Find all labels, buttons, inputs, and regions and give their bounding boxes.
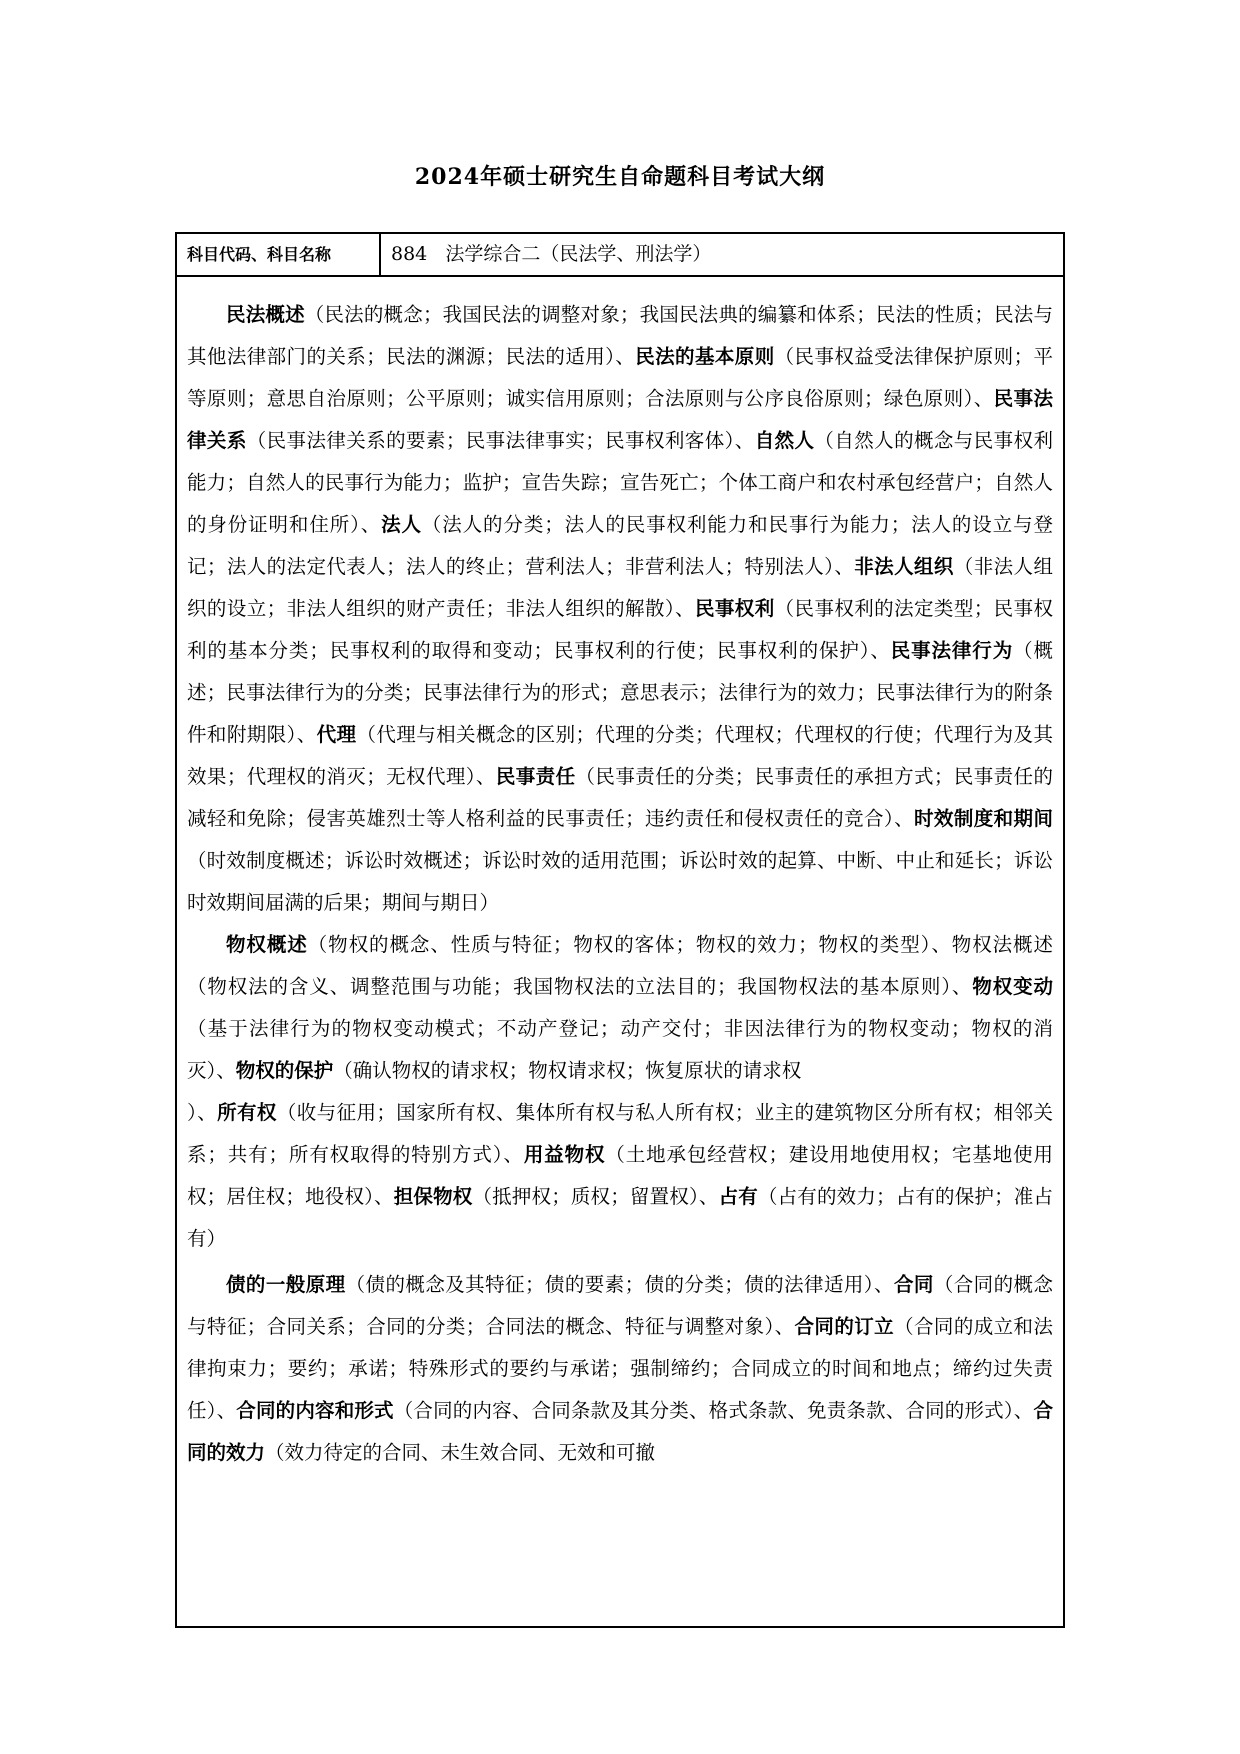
section-text: ）、 <box>187 1101 218 1124</box>
section-heading: 担保物权 <box>393 1185 473 1208</box>
section-text: （概述；民事法律行为的分类；民事法律行为的形式；意思表示；法律行为的效力；民事法律行为的附条件和附期限）、 <box>187 639 1053 746</box>
section-text: （抵押权；质权；留置权）、 <box>472 1185 719 1208</box>
paragraph-property-law <box>187 924 1053 1092</box>
subject-label: 科目代码、科目名称 <box>177 234 381 275</box>
section-text: （民事责任的分类；民事责任的承担方式；民事责任的减轻和免除；侵害英雄烈士等人格利益的民事责任；违约责任和侵权责任的竞合）、 <box>187 765 1053 830</box>
section-heading: 代理 <box>316 723 357 746</box>
section-heading: 时效制度和期间 <box>914 807 1053 830</box>
section-text: （民事权利的法定类型；民事权利的基本分类；民事权利的取得和变动；民事权利的行使；民事权利的保护）、 <box>187 597 1053 662</box>
section-text: （民事法律关系的要素；民事法律事实；民事权利客体）、 <box>246 429 755 452</box>
subject-header-row <box>177 234 1063 277</box>
section-heading: 占有 <box>718 1185 758 1208</box>
section-text: （合同的内容、合同条款及其分类、格式条款、免责条款、合同的形式）、 <box>393 1399 1034 1422</box>
subject-value <box>381 234 711 275</box>
section-text: （非法人组织的设立；非法人组织的财产责任；非法人组织的解散）、 <box>187 555 1053 620</box>
paragraph-ownership <box>187 1092 1053 1260</box>
section-text: （合同的概念与特征；合同关系；合同的分类；合同法的概念、特征与调整对象）、 <box>187 1273 1053 1338</box>
subject-code: 884 <box>391 243 428 265</box>
section-heading: 合同的效力 <box>187 1399 1053 1464</box>
section-text: （占有的效力；占有的保护；准占有） <box>187 1185 1053 1250</box>
section-text: （确认物权的请求权；物权请求权；恢复原状的请求权 <box>333 1059 802 1082</box>
section-heading: 民事权利 <box>694 597 775 620</box>
section-heading: 物权的保护 <box>235 1059 334 1082</box>
section-text: （物权的概念、性质与特征；物权的客体；物权的效力；物权的类型）、物权法概述（物权法的含义、调整范围与功能；我国物权法的立法目的；我国物权法的基本原则）、 <box>187 933 1053 998</box>
paragraph-obligations-contracts <box>187 1264 1053 1474</box>
section-text: （基于法律行为的物权变动模式；不动产登记；动产交付；非因法律行为的物权变动；物权的消灭）、 <box>187 1017 1053 1082</box>
section-heading: 民事法律行为 <box>890 639 1014 662</box>
section-heading: 自然人 <box>754 429 815 452</box>
section-text: （债的概念及其特征；债的要素；债的分类；债的法律适用）、 <box>345 1273 894 1296</box>
section-text: （代理与相关概念的区别；代理的分类；代理权；代理权的行使；代理行为及其效果；代理权的消灭；无权代理）、 <box>187 723 1053 788</box>
syllabus-table <box>175 232 1065 1628</box>
section-heading: 民事责任 <box>495 765 576 788</box>
section-text: （合同的成立和法律拘束力；要约；承诺；特殊形式的要约与承诺；强制缔约；合同成立的时间和地点；缔约过失责任）、 <box>187 1315 1053 1422</box>
section-text: （收与征用；国家所有权、集体所有权与私人所有权；业主的建筑物区分所有权；相邻关系；共有；所有权取得的特别方式）、 <box>187 1101 1053 1166</box>
section-heading: 物权变动 <box>972 975 1053 998</box>
section-heading: 非法人组织 <box>854 555 954 578</box>
section-heading: 合同的订立 <box>794 1315 895 1338</box>
section-heading: 合同 <box>893 1273 934 1296</box>
section-heading: 合同的内容和形式 <box>236 1399 394 1422</box>
section-heading: 物权概述 <box>226 933 308 956</box>
section-heading: 民法概述 <box>226 303 305 326</box>
section-text: （效力待定的合同、未生效合同、无效和可撤 <box>265 1441 656 1464</box>
page-title: 2024年硕士研究生自命题科目考试大纲 <box>414 164 826 190</box>
section-heading: 民事法律关系 <box>187 387 1053 452</box>
section-heading: 债的一般原理 <box>226 1273 346 1296</box>
section-text: （时效制度概述；诉讼时效概述；诉讼时效的适用范围；诉讼时效的起算、中断、中止和延长；诉讼时效期间届满的后果；期间与期日） <box>187 849 1053 914</box>
section-text: （自然人的概念与民事权利能力；自然人的民事行为能力；监护；宣告失踪；宣告死亡；个体工商户和农村承包经营户；自然人的身份证明和住所）、 <box>187 429 1053 536</box>
section-heading: 法人 <box>381 513 422 536</box>
section-heading: 用益物权 <box>523 1143 606 1166</box>
section-text: （民事权益受法律保护原则；平等原则；意思自治原则；公平原则；诚实信用原则；合法原则与公序良俗原则；绿色原则）、 <box>187 345 1053 410</box>
subject-name: 法学综合二（民法学、刑法学） <box>445 243 712 265</box>
section-heading: 民法的基本原则 <box>635 345 775 368</box>
section-text: （民法的概念；我国民法的调整对象；我国民法典的编纂和体系；民法的性质；民法与其他法律部门的关系；民法的渊源；民法的适用）、 <box>187 303 1053 368</box>
section-heading: 所有权 <box>217 1101 277 1124</box>
section-text: （土地承包经营权；建设用地使用权；宅基地使用权；居住权；地役权）、 <box>187 1143 1053 1208</box>
section-text: （法人的分类；法人的民事权利能力和民事行为能力；法人的设立与登记；法人的法定代表人；法人的终止；营利法人；非营利法人；特别法人）、 <box>187 513 1053 578</box>
paragraph-civil-law-general <box>187 294 1053 924</box>
syllabus-content <box>187 294 1053 1474</box>
